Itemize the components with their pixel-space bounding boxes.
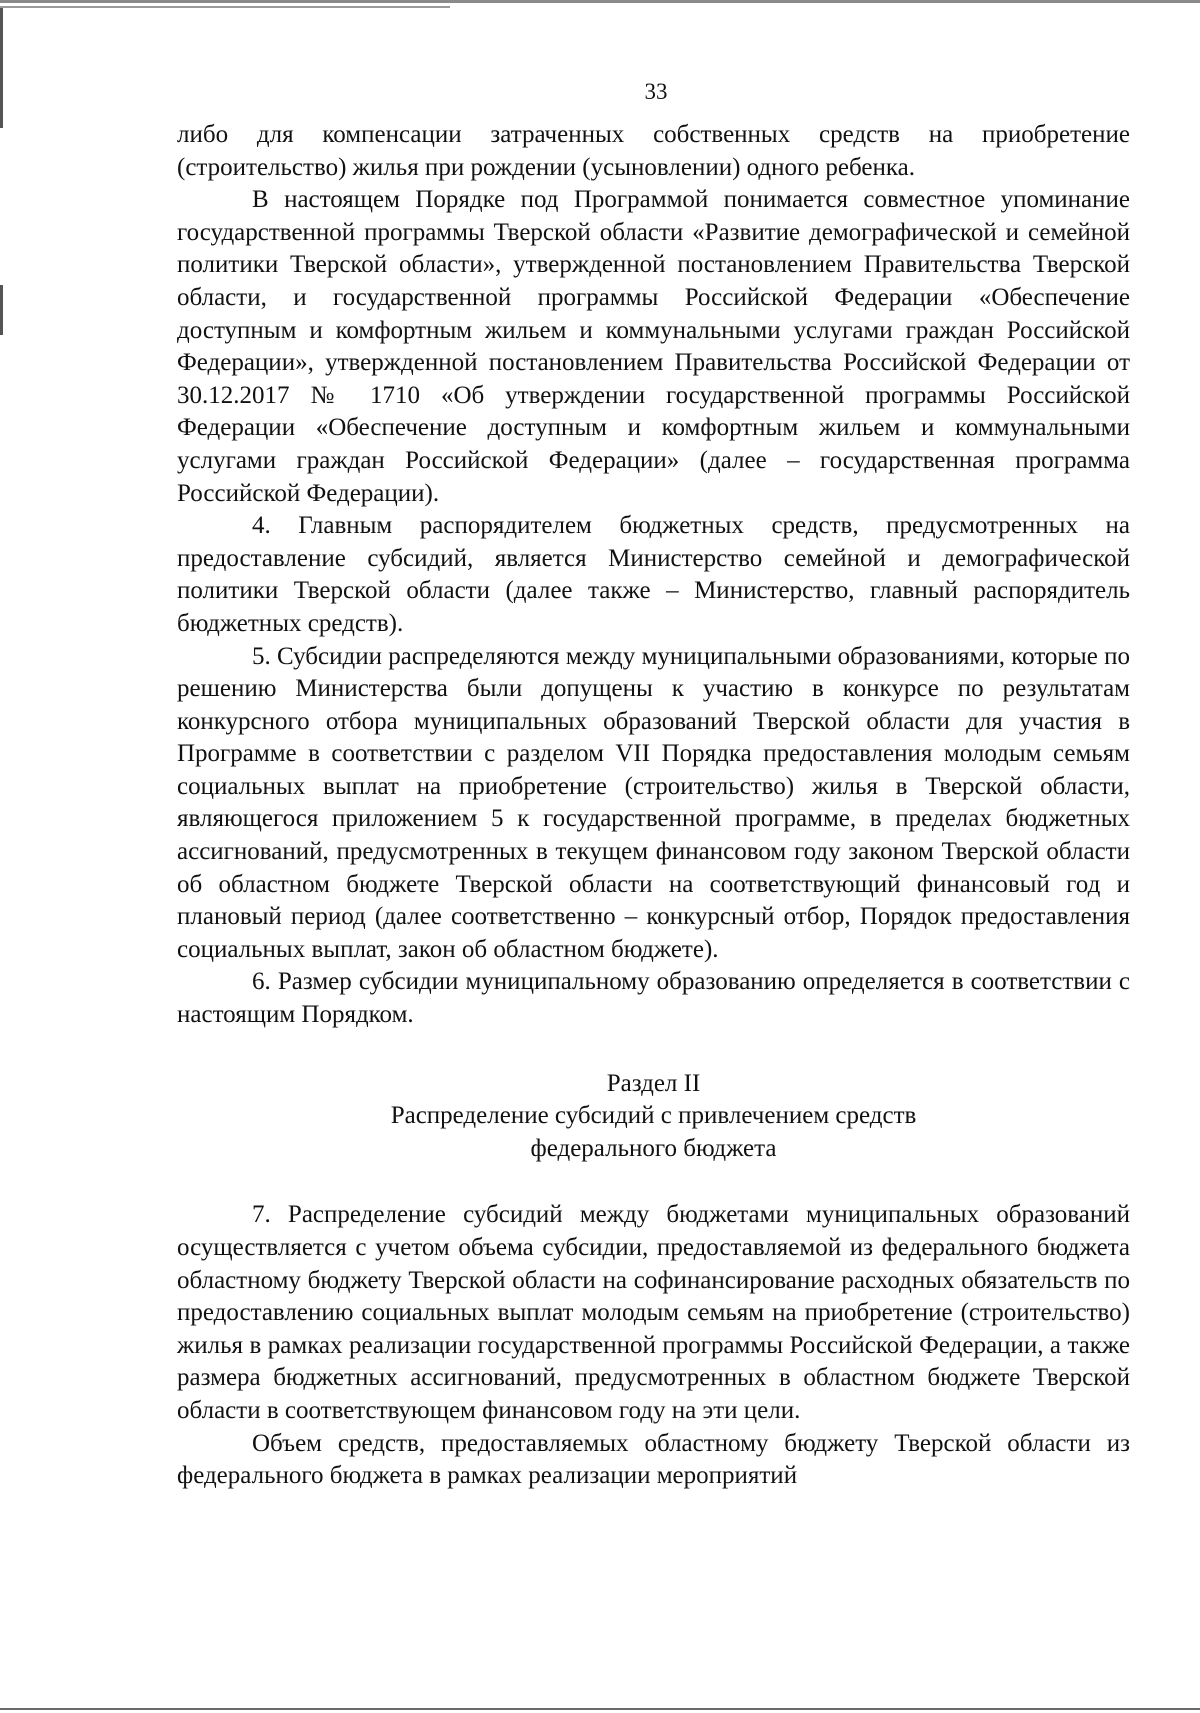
paragraph-continuation: либо для компенсации затраченных собственных средств на приобретение (строительство) жилья при рождении (усыновлении) одного ребенка.	[177, 121, 1130, 181]
scan-edge-left-lower	[0, 285, 3, 335]
document-body	[177, 119, 1130, 1493]
scan-edge-bottom	[0, 1708, 1200, 1710]
section-title-line-2: федерального бюджета	[530, 1134, 777, 1162]
scan-edge-top-inner	[0, 6, 450, 8]
section-title-line-1: Распределение субсидий с привлечением средств	[390, 1102, 917, 1130]
paragraph-program-definition: В настоящем Порядке под Программой понимается совместное упоминание государственной программы Тверской области «Развитие демографической и семейной политики Тверской области», утвержденной постановлением Правительства Тверской области, и государственной программы Российской Федерации «Обеспечение доступным и комфортным жильем и коммунальными услугами граждан Российской Федерации», утвержденной постановлением Правительства Российской Федерации от 30.12.2017 № 1710 «Об утверждении государственной программы Российской Федерации «Обеспечение доступным и комфортным жильем и коммунальными услугами граждан Российской Федерации» (далее – государственная программа Российской Федерации).	[177, 186, 1130, 507]
paragraph-4-main-distributor: 4. Главным распорядителем бюджетных средств, предусмотренных на предоставление субсидий, является Министерство семейной и демографической политики Тверской области (далее также – Министерство, главный распорядитель бюджетных средств).	[177, 512, 1130, 637]
paragraph-5-distribution: 5. Субсидии распределяются между муниципальными образованиями, которые по решению Министерства были допущены к участию в конкурсе по результатам конкурсного отбора муниципальных образований Тверской области для участия в Программе в соответствии с разделом VII Порядка предоставления молодым семьям социальных выплат на приобретение (строительство) жилья в Тверской области, являющегося приложением 5 к государственной программе, в пределах бюджетных ассигнований, предусмотренных в текущем финансовом году законом Тверской области об областном бюджете Тверской области на соответствующий финансовый год и плановый период (далее соответственно – конкурсный отбор, Порядок предоставления социальных выплат, закон об областном бюджете).	[177, 642, 1130, 963]
scan-edge-top	[0, 0, 1200, 3]
paragraph-6-subsidy-size: 6. Размер субсидии муниципальному образованию определяется в соответствии с настоящим Порядком.	[177, 968, 1130, 1029]
paragraph-federal-funds: Объем средств, предоставляемых областному бюджету Тверской области из федерального бюджета в рамках реализации мероприятий	[177, 1429, 1130, 1490]
section-label: Раздел II	[606, 1069, 701, 1097]
section-heading	[177, 1068, 1130, 1166]
page-number: 33	[644, 79, 668, 104]
paragraph-7-distribution-rules: 7. Распределение субсидий между бюджетами муниципальных образований осуществляется с учетом объема субсидии, предоставляемой из федерального бюджета областному бюджету Тверской области на софинансирование расходных обязательств по предоставлению социальных выплат молодым семьям на приобретение (строительство) жилья в рамках реализации государственной программы Российской Федерации, а также размера бюджетных ассигнований, предусмотренных в областном бюджете Тверской области в соответствующем финансовом году на эти цели.	[177, 1201, 1130, 1424]
scan-edge-left-upper	[0, 8, 3, 128]
